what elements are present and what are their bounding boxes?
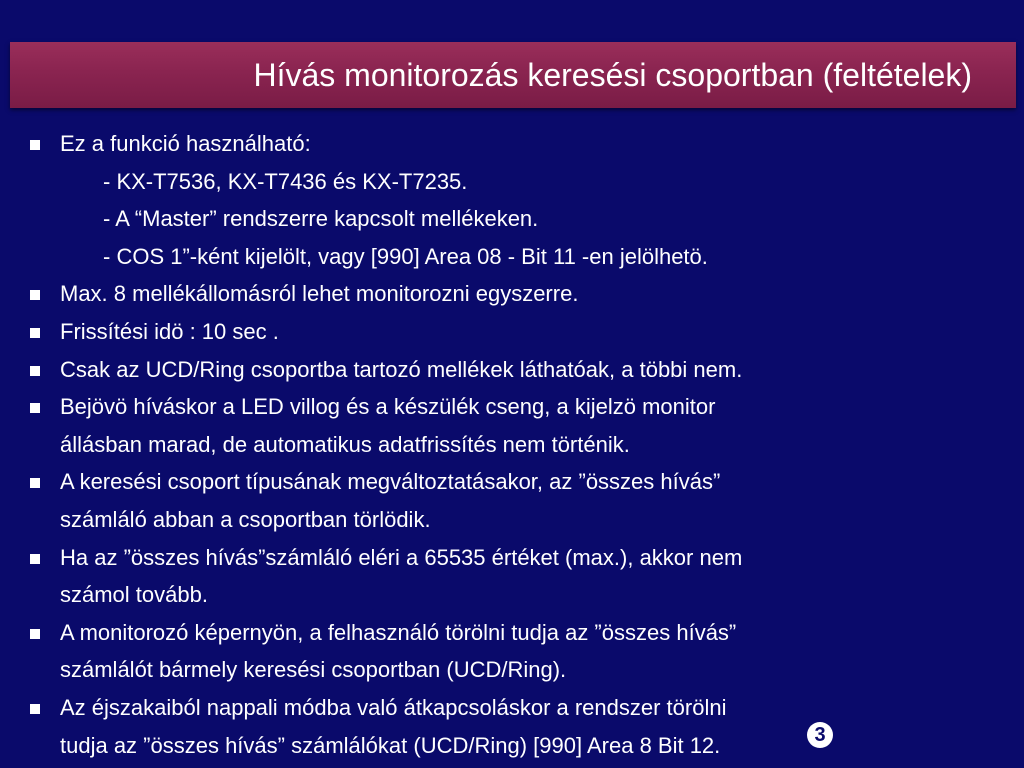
content-line <box>0 727 1024 765</box>
line-text: számlálót bármely keresési csoportban (UCD/Ring). <box>60 657 567 683</box>
circled-number-marker: 3 <box>807 722 833 748</box>
content-line <box>0 651 1024 689</box>
line-text: állásban marad, de automatikus adatfrissítés nem történik. <box>60 431 630 457</box>
slide-content <box>0 125 1024 764</box>
content-line <box>0 614 1024 652</box>
line-text: Az éjszakaiból nappali módba való átkapcsoláskor a rendszer törölni <box>60 694 727 720</box>
content-line <box>0 501 1024 539</box>
line-text: Ha az ”összes hívás”számláló eléri a 65535 értéket (max.), akkor nem <box>60 544 743 570</box>
content-line <box>0 238 1024 276</box>
line-text: - A “Master” rendszerre kapcsolt mellékeken. <box>103 206 539 232</box>
bullet-square-icon <box>30 629 40 639</box>
content-line <box>0 576 1024 614</box>
bullet-square-icon <box>30 328 40 338</box>
content-line <box>0 388 1024 426</box>
bullet-square-icon <box>30 290 40 300</box>
content-line <box>0 689 1024 727</box>
content-line <box>0 463 1024 501</box>
content-line <box>0 539 1024 577</box>
content-line <box>0 313 1024 351</box>
bullet-square-icon <box>30 366 40 376</box>
content-line <box>0 125 1024 163</box>
content-line <box>0 351 1024 389</box>
line-text: A keresési csoport típusának megváltoztatásakor, az ”összes hívás” <box>60 469 721 495</box>
bullet-square-icon <box>30 554 40 564</box>
bullet-square-icon <box>30 478 40 488</box>
content-line <box>0 275 1024 313</box>
slide-title: Hívás monitorozás keresési csoportban (feltételek) <box>253 57 972 93</box>
line-text: Bejövö híváskor a LED villog és a készülék cseng, a kijelzö monitor <box>60 394 716 420</box>
line-text: számol tovább. <box>60 582 208 608</box>
line-text: számláló abban a csoportban törlödik. <box>60 506 431 532</box>
line-text: Max. 8 mellékállomásról lehet monitorozni egyszerre. <box>60 281 579 307</box>
line-text: Ez a funkció használható: <box>60 131 311 156</box>
content-line <box>0 426 1024 464</box>
line-text: - KX-T7536, KX-T7436 és KX-T7235. <box>103 168 468 194</box>
bullet-square-icon <box>30 704 40 714</box>
line-text: - COS 1”-ként kijelölt, vagy [990] Area 08 - Bit 11 -en jelölhetö. <box>103 243 708 269</box>
bullet-square-icon <box>30 140 40 150</box>
line-text: Frissítési idö : 10 sec . <box>60 318 279 344</box>
content-line <box>0 200 1024 238</box>
line-text: A monitorozó képernyön, a felhasználó törölni tudja az ”összes hívás” <box>60 619 737 645</box>
line-text: Csak az UCD/Ring csoportba tartozó mellékek láthatóak, a többi nem. <box>60 356 743 382</box>
content-line <box>0 163 1024 201</box>
bullet-square-icon <box>30 403 40 413</box>
line-text: tudja az ”összes hívás” számlálókat (UCD/Ring) [990] Area 8 Bit 12. <box>60 732 721 758</box>
title-bar <box>10 42 1016 108</box>
